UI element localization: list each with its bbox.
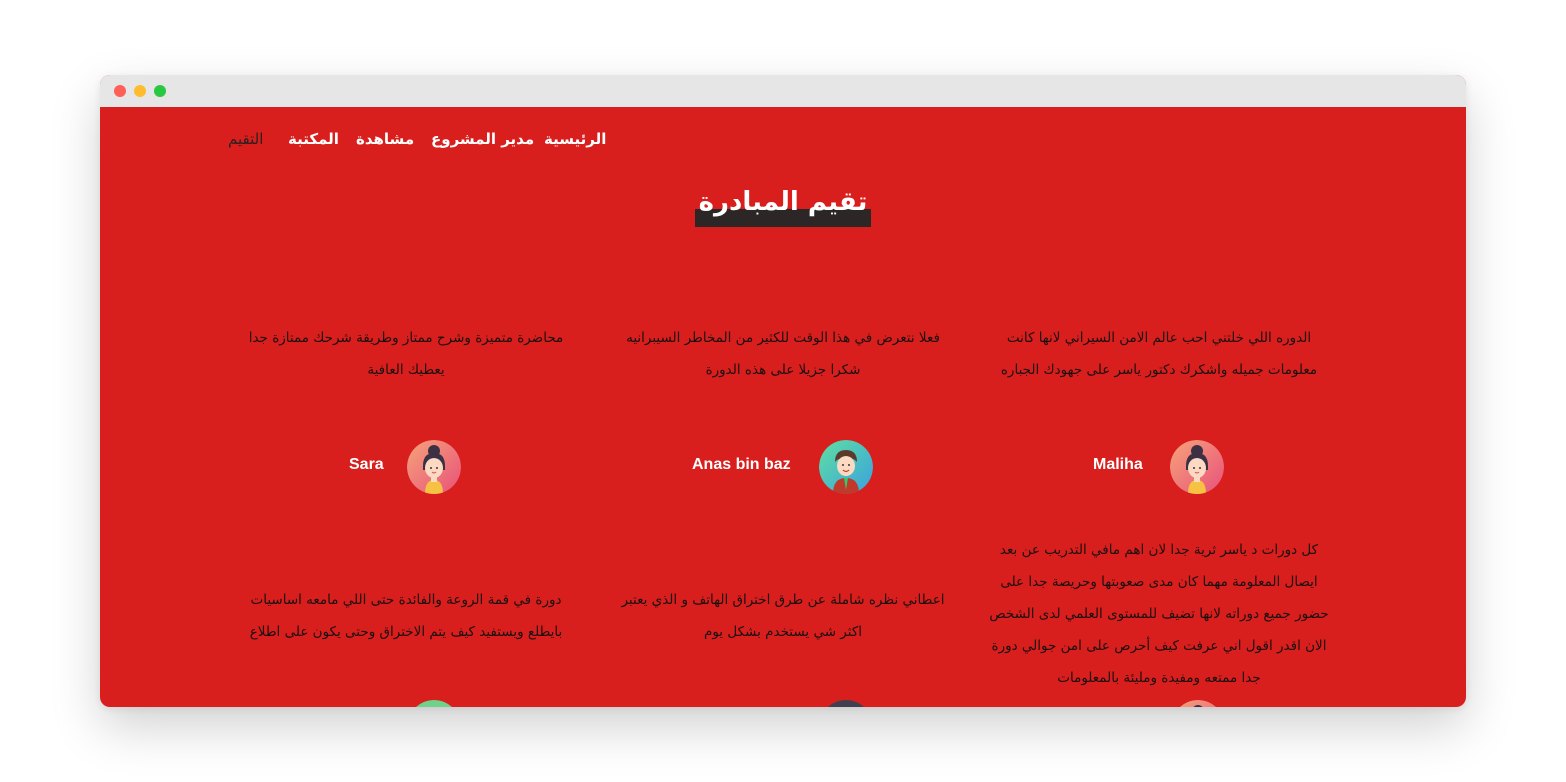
window-titlebar xyxy=(100,75,1466,107)
minimize-window-button[interactable] xyxy=(134,85,146,97)
review-card xyxy=(989,534,1329,694)
reviewer-name: Sara xyxy=(349,456,384,473)
nav-item-project-manager[interactable]: مدير المشروع xyxy=(431,130,535,148)
reviewer xyxy=(346,440,466,496)
reviewer xyxy=(1090,440,1230,496)
page-content xyxy=(100,107,1466,707)
review-card xyxy=(989,322,1329,386)
woman-avatar-icon xyxy=(1171,700,1225,707)
section-title: تقيم المبادرة xyxy=(698,187,868,217)
main-nav xyxy=(100,130,1466,150)
section-heading xyxy=(695,185,872,219)
man-avatar-icon xyxy=(819,700,873,707)
woman-avatar-icon xyxy=(1170,440,1224,494)
nav-item-library[interactable]: المكتبة xyxy=(288,130,339,148)
review-text: كل دورات د ياسر ثرية جدا لان اهم مافي التدريب عن بعد ايصال المعلومة مهما كان مدى صعوبتها وحريصة جدا على حضور جميع دوراته لانها تضيف للمستوى العلمي لدى الشخص الان اقدر اقول اني عرفت كيف أحرص على امن جوالي دورة جدا ممتعه ومفيدة ومليئة بالمعلومات xyxy=(989,542,1329,686)
woman-avatar-icon xyxy=(407,440,461,494)
man-avatar-icon xyxy=(407,700,461,707)
reviewer-name: Anas bin baz xyxy=(692,456,791,473)
nav-item-watch[interactable]: مشاهدة xyxy=(356,130,415,148)
maximize-window-button[interactable] xyxy=(154,85,166,97)
review-card xyxy=(236,322,576,386)
reviewer-name: Maliha xyxy=(1093,456,1143,473)
review-card xyxy=(613,584,953,648)
reviewer xyxy=(690,440,880,496)
nav-item-rating[interactable]: التقيم xyxy=(228,130,264,148)
review-card xyxy=(236,584,576,648)
review-text: اعطاني نظره شاملة عن طرق اختراق الهاتف و الذي يعتبر اكثر شي يستخدم بشكل يوم xyxy=(621,592,945,640)
review-text: الدوره اللي خلتني احب عالم الامن السيراني لانها كانت معلومات جميله واشكرك دكتور ياسر على جهودك الجباره xyxy=(1000,330,1318,378)
close-window-button[interactable] xyxy=(114,85,126,97)
man-avatar-icon xyxy=(819,440,873,494)
nav-item-home[interactable]: الرئيسية xyxy=(544,130,607,148)
review-text: دورة في قمة الروعة والفائدة حتى اللي مامعه اساسيات بايطلع ويستفيد كيف يتم الاختراق وحتى يكون على اطلاع xyxy=(249,592,563,640)
review-text: محاضرة متميزة وشرح ممتاز وطريقة شرحك ممتازة جدا يعطيك العافية xyxy=(248,330,564,378)
browser-window xyxy=(100,75,1466,707)
section-heading-wrap xyxy=(100,185,1466,219)
review-card xyxy=(613,322,953,386)
review-text: فعلا نتعرض في هذا الوقت للكثير من المخاطر السيبرانيه شكرا جزيلا على هذه الدورة xyxy=(626,330,940,378)
